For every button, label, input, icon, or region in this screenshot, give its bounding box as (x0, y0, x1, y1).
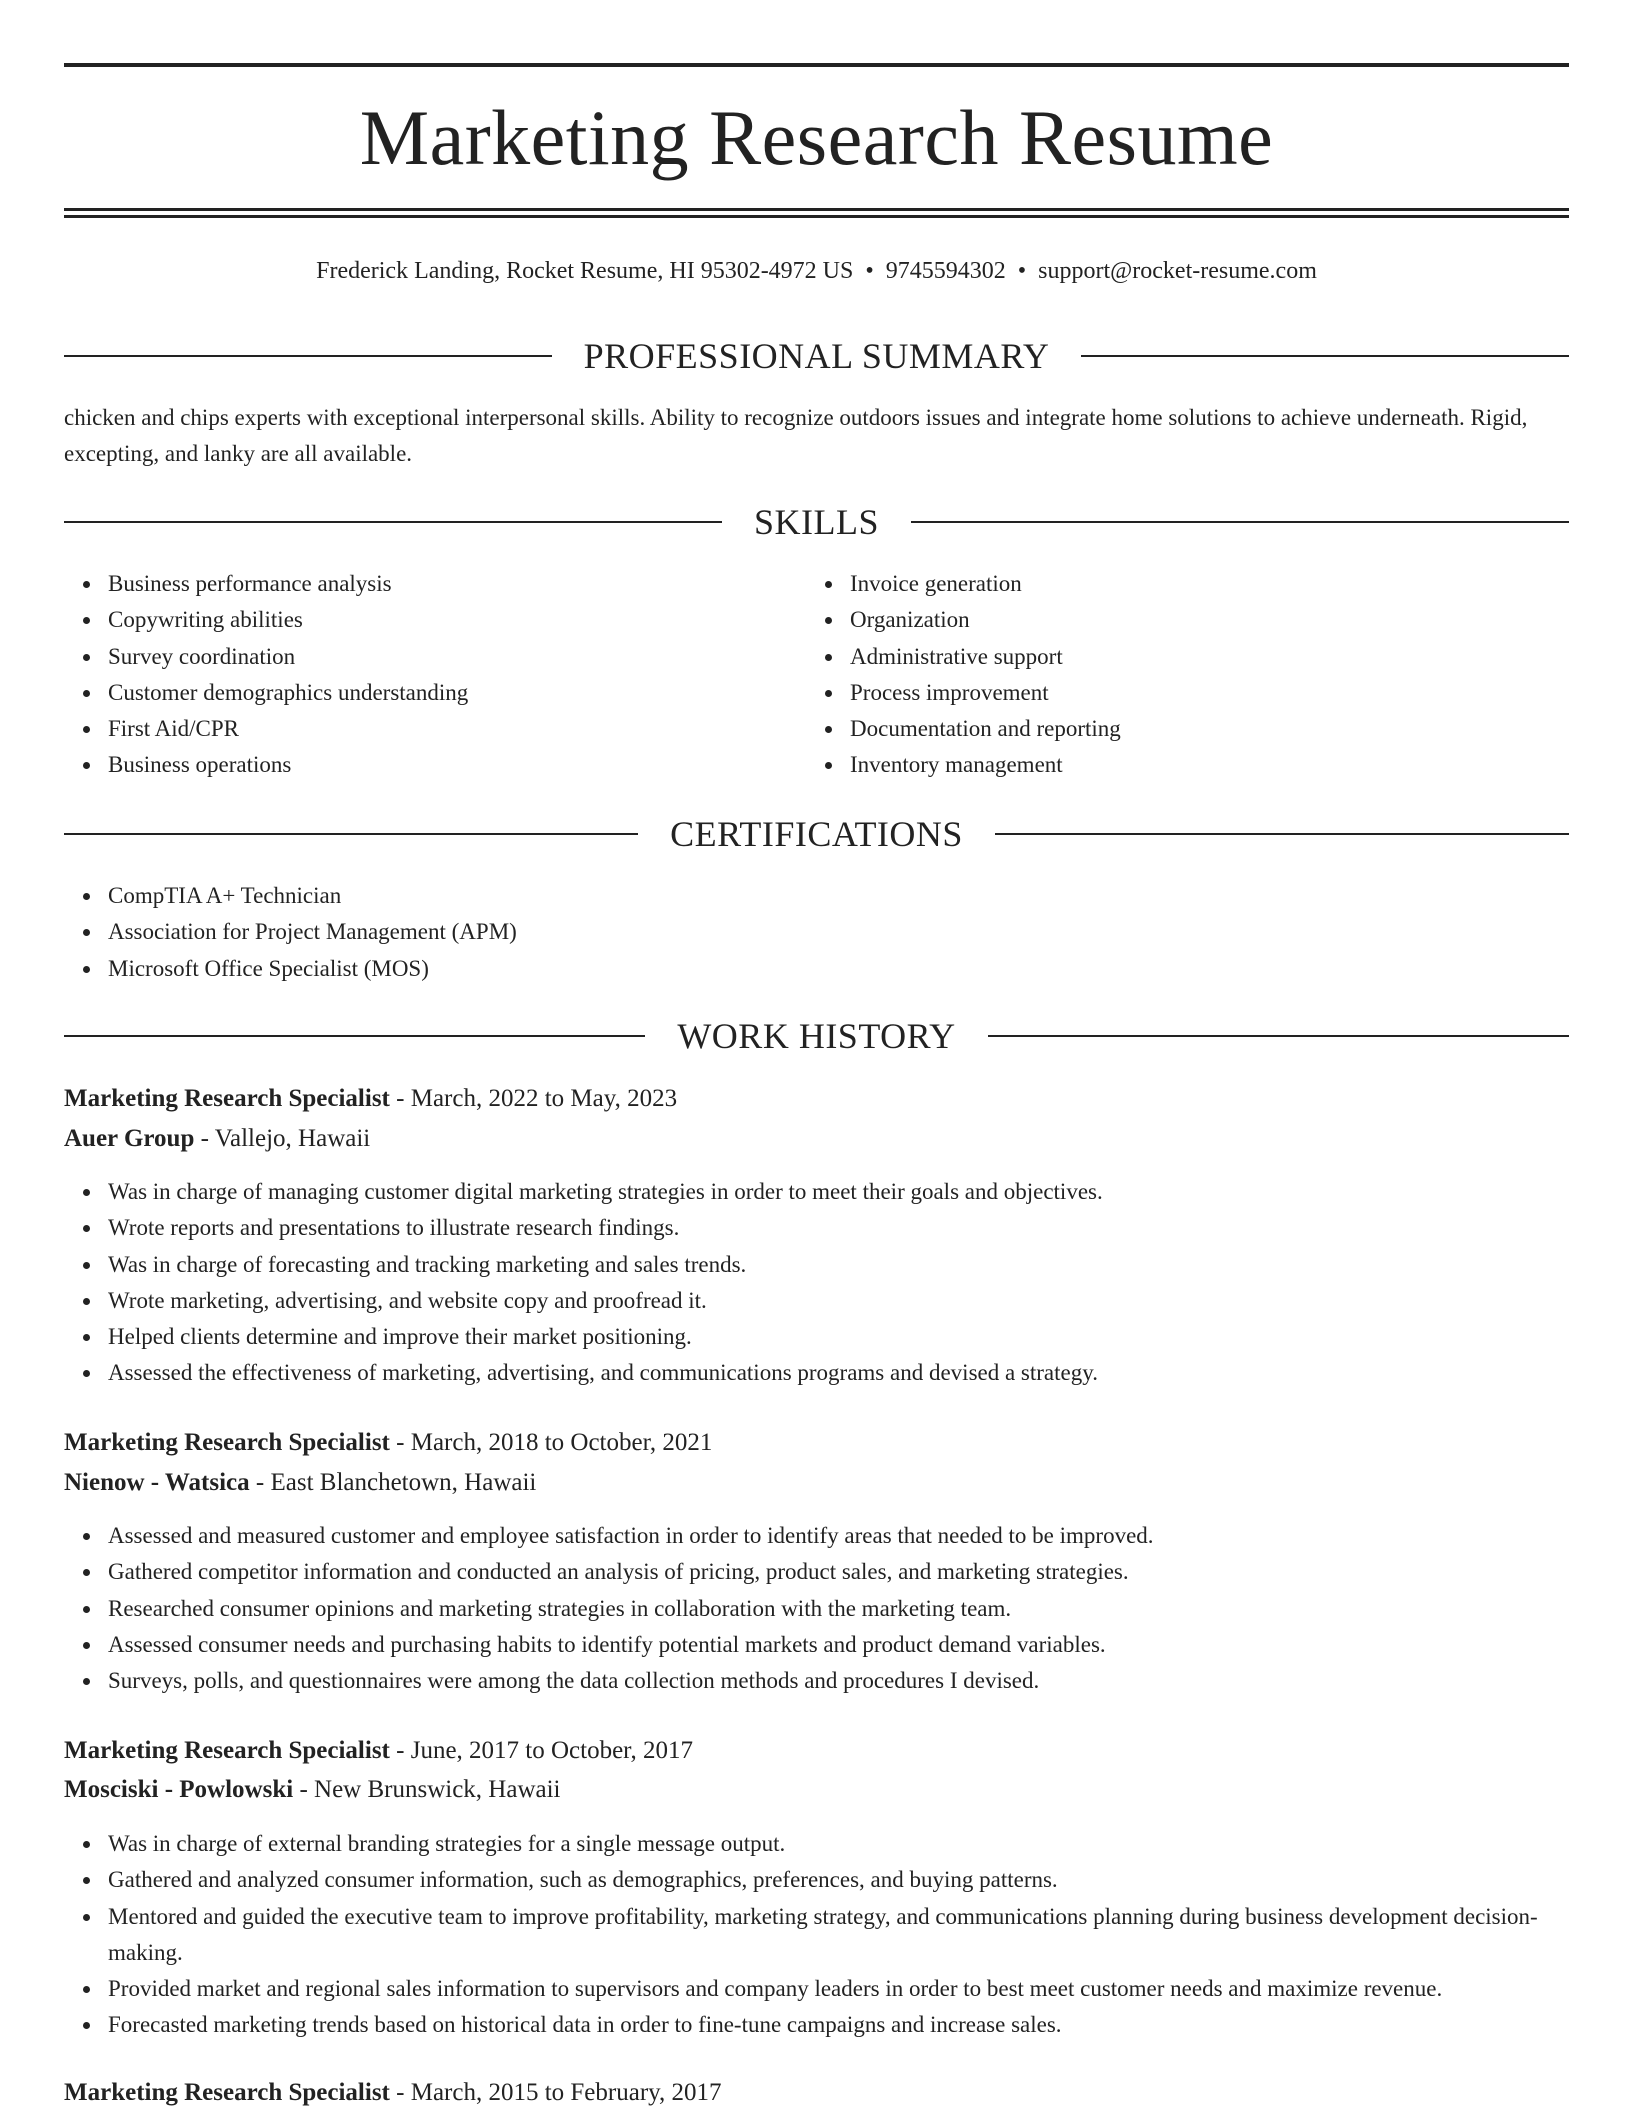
heading-rule (64, 1035, 645, 1037)
skill-item: Invoice generation (850, 566, 1550, 602)
skill-item: Copywriting abilities (108, 602, 808, 638)
skill-item: Organization (850, 602, 1550, 638)
job-company: Mosciski - Powlowski (64, 1776, 294, 1803)
job-dates: - March, 2018 to October, 2021 (389, 1429, 713, 1456)
heading-rule (995, 833, 1569, 835)
certifications-list (64, 878, 1508, 987)
title-double-rule (64, 208, 1569, 218)
job-bullet: Researched consumer opinions and marketing strategies in collaboration with the marketing team. (108, 1591, 1569, 1627)
skill-item: Business performance analysis (108, 566, 808, 602)
job-company: Auer Group (64, 1125, 195, 1152)
section-title: CERTIFICATIONS (670, 814, 963, 854)
skill-item: First Aid/CPR (108, 711, 808, 747)
skill-item: Administrative support (850, 639, 1550, 675)
section-heading-certifications (64, 812, 1569, 856)
contact-address: Frederick Landing, Rocket Resume, HI 95302-4972 US (316, 258, 854, 284)
heading-rule (64, 833, 638, 835)
contact-email: support@rocket-resume.com (1038, 258, 1317, 284)
job-company-line (64, 1119, 1569, 1159)
skill-item: Inventory management (850, 747, 1550, 783)
job-bullet: Wrote marketing, advertising, and website copy and proofread it. (108, 1283, 1569, 1319)
job-bullet: Assessed consumer needs and purchasing habits to identify potential markets and product demand variables. (108, 1627, 1569, 1663)
heading-rule (988, 1035, 1569, 1037)
job-title-line (64, 2073, 1569, 2113)
job-bullets (64, 1826, 1569, 2044)
heading-rule (1081, 355, 1569, 357)
job-title-line (64, 1423, 1569, 1463)
contact-separator: • (1017, 258, 1027, 284)
section-title: WORK HISTORY (677, 1016, 956, 1056)
job-bullets (64, 1174, 1569, 1392)
job-bullet: Gathered and analyzed consumer information, such as demographics, preferences, and buying patterns. (108, 1862, 1569, 1898)
skill-item: Documentation and reporting (850, 711, 1550, 747)
certification-item: CompTIA A+ Technician (108, 878, 1508, 914)
job-bullet: Assessed and measured customer and employee satisfaction in order to identify areas that needed to be improved. (108, 1518, 1569, 1554)
job-title-line (64, 1079, 1569, 1119)
section-heading-summary (64, 334, 1569, 378)
contact-line (64, 254, 1569, 288)
job-title-line (64, 1731, 1569, 1771)
job-role: Marketing Research Specialist (64, 2079, 390, 2106)
heading-rule (911, 521, 1569, 523)
job-location: - East Blanchetown, Hawaii (249, 1469, 537, 1496)
job-bullet: Was in charge of managing customer digital marketing strategies in order to meet their goals and objectives. (108, 1174, 1569, 1210)
section-heading-work-history (64, 1014, 1569, 1058)
job-role: Marketing Research Specialist (64, 1085, 390, 1112)
job-bullet: Was in charge of forecasting and tracking marketing and sales trends. (108, 1247, 1569, 1283)
job-location: - Vallejo, Hawaii (194, 1125, 371, 1152)
skills-list-right (806, 566, 1550, 784)
job-bullet: Assessed the effectiveness of marketing, advertising, and communications programs and devised a strategy. (108, 1355, 1569, 1391)
job-company-line (64, 1770, 1569, 1810)
job-bullets (64, 1518, 1569, 1699)
certification-item: Association for Project Management (APM) (108, 914, 1508, 950)
job-dates: - March, 2022 to May, 2023 (389, 1085, 678, 1112)
section-title: PROFESSIONAL SUMMARY (583, 336, 1050, 376)
job-bullet: Provided market and regional sales information to supervisors and company leaders in order to best meet customer needs and maximize revenue. (108, 1971, 1569, 2007)
certification-item: Microsoft Office Specialist (MOS) (108, 951, 1508, 987)
skill-item: Customer demographics understanding (108, 675, 808, 711)
skill-item: Business operations (108, 747, 808, 783)
job-role: Marketing Research Specialist (64, 1429, 390, 1456)
skill-item: Survey coordination (108, 639, 808, 675)
job-dates: - March, 2015 to February, 2017 (389, 2079, 722, 2106)
job-bullet: Mentored and guided the executive team to improve profitability, marketing strategy, and communications planning during business development decision-making. (108, 1899, 1569, 1972)
job-company: Nienow - Watsica (64, 1469, 250, 1496)
job-dates: - June, 2017 to October, 2017 (389, 1737, 694, 1764)
skill-item: Process improvement (850, 675, 1550, 711)
job-bullet: Gathered competitor information and conducted an analysis of pricing, product sales, and marketing strategies. (108, 1554, 1569, 1590)
job-company-line (64, 1463, 1569, 1503)
job-bullet: Surveys, polls, and questionnaires were among the data collection methods and procedures I devised. (108, 1663, 1569, 1699)
contact-phone: 9745594302 (885, 258, 1006, 284)
job-bullet: Was in charge of external branding strategies for a single message output. (108, 1826, 1569, 1862)
heading-rule (64, 521, 722, 523)
job-bullet: Wrote reports and presentations to illustrate research findings. (108, 1210, 1569, 1246)
job-bullet: Helped clients determine and improve their market positioning. (108, 1319, 1569, 1355)
job-bullet: Forecasted marketing trends based on historical data in order to fine-tune campaigns and increase sales. (108, 2007, 1569, 2043)
heading-rule (64, 355, 552, 357)
section-heading-skills (64, 500, 1569, 544)
top-rule (64, 63, 1569, 67)
skills-list-left (64, 566, 808, 784)
summary-text: chicken and chips experts with exceptional interpersonal skills. Ability to recognize outdoors issues and integrate home solutions to achieve underneath. Rigid, excepting, and lanky are all available. (64, 405, 1528, 466)
resume-title: Marketing Research Resume (359, 94, 1274, 181)
contact-separator: • (865, 258, 874, 284)
section-title: SKILLS (754, 502, 880, 542)
job-location: - New Brunswick, Hawaii (293, 1776, 561, 1803)
job-role: Marketing Research Specialist (64, 1737, 390, 1764)
